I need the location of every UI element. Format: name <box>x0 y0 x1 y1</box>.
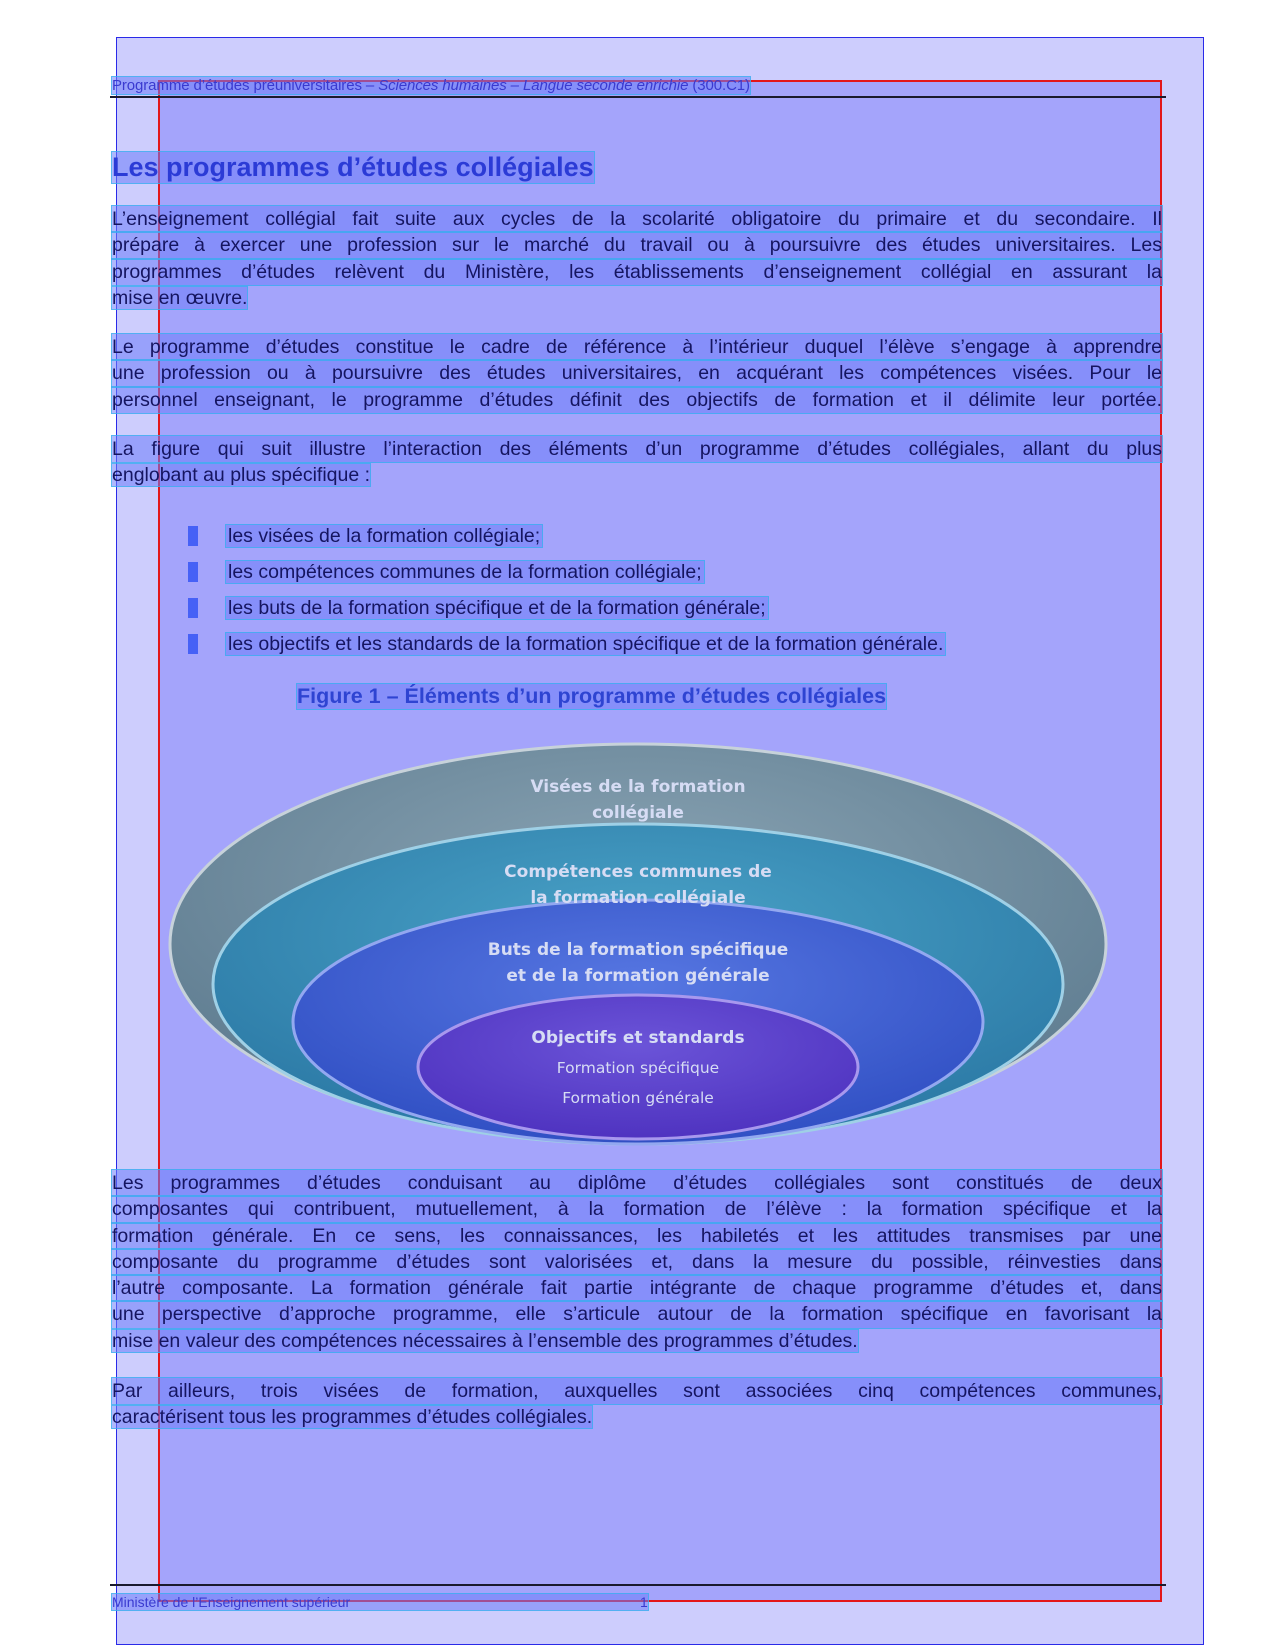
paragraph-line <box>112 462 1162 488</box>
paragraph-line-text: englobant au plus spécifique : <box>112 464 371 487</box>
ring-label-buts <box>168 937 1108 989</box>
paragraph-line: personnel enseignant, le programme d’études définit des objectifs de formation et il délimite leur portée. <box>112 387 1162 413</box>
running-footer <box>112 1594 648 1610</box>
bullet-icon <box>188 598 198 618</box>
paragraph-line: composante du programme d’études sont valorisées et, dans la mesure du possible, réinvesties dans <box>112 1249 1162 1275</box>
page-title: Les programmes d’études collégiales <box>112 152 594 182</box>
paragraph-4 <box>112 1170 1162 1354</box>
paragraph-line-text: mise en œuvre. <box>112 286 248 309</box>
list-item <box>188 560 945 596</box>
paragraph-line: Le programme d’études constitue le cadre de référence à l’intérieur duquel l’élève s’engage à apprendre <box>112 334 1162 360</box>
paragraph-line: prépare à exercer une profession sur le marché du travail ou à poursuivre des études universitaires. Les <box>112 232 1162 258</box>
paragraph-3 <box>112 436 1162 489</box>
ring-label-visees <box>168 774 1108 826</box>
ring-label-line: la formation collégiale <box>530 888 746 908</box>
list-item <box>188 596 945 632</box>
paragraph-1 <box>112 206 1162 311</box>
paragraph-2 <box>112 334 1162 413</box>
bullet-icon <box>188 562 198 582</box>
paragraph-line: une perspective d’approche programme, elle s’articule autour de la formation spécifique en favorisant la <box>112 1301 1162 1327</box>
paragraph-line: une profession ou à poursuivre des études universitaires, en acquérant les compétences visées. Pour le <box>112 360 1162 386</box>
list-item-text: les buts de la formation spécifique et de la formation générale; <box>228 597 766 619</box>
ring-label-line: Buts de la formation spécifique <box>487 940 789 960</box>
header-program-name: Sciences humaines – Langue seconde enrichie <box>378 77 689 94</box>
ring-sublabel-line: Formation générale <box>562 1089 714 1107</box>
bullet-icon <box>188 526 198 546</box>
paragraph-line: composantes qui contribuent, mutuellement, à la formation de l’élève : la formation spécifique et la <box>112 1196 1162 1222</box>
ring-sublabel-objectifs <box>168 1055 1108 1111</box>
paragraph-line: Par ailleurs, trois visées de formation, auxquelles sont associées cinq compétences communes, <box>112 1378 1162 1404</box>
nested-ellipse-diagram <box>168 722 1108 1146</box>
paragraph-5 <box>112 1378 1162 1431</box>
header-program-type: Programme d’études préuniversitaires – <box>112 77 379 94</box>
paragraph-line <box>112 1328 1162 1354</box>
ring-label-line: et de la formation générale <box>506 966 770 986</box>
footer-rule <box>110 1584 1166 1586</box>
ring-sublabel-line: Formation spécifique <box>556 1059 720 1077</box>
ring-label-competences <box>168 859 1108 911</box>
header-rule <box>110 96 1166 98</box>
paragraph-line <box>112 1404 1162 1430</box>
running-header <box>112 77 750 94</box>
paragraph-line: l’autre composante. La formation générale fait partie intégrante de chaque programme d’études et, dans <box>112 1275 1162 1301</box>
paragraph-line: La figure qui suit illustre l’interaction des éléments d’un programme d’études collégiales, allant du plus <box>112 436 1162 462</box>
list-item-text: les compétences communes de la formation collégiale; <box>228 561 702 583</box>
list-item <box>188 524 945 560</box>
footer-text: Ministère de l’Enseignement supérieur <box>112 1594 351 1610</box>
paragraph-line: Les programmes d’études conduisant au diplôme d’études collégiales sont constitués de deux <box>112 1170 1162 1196</box>
list-item-text: les objectifs et les standards de la formation spécifique et de la formation générale. <box>228 633 944 655</box>
paragraph-line <box>112 285 1162 311</box>
paragraph-line-text: caractérisent tous les programmes d’études collégiales. <box>112 1406 593 1429</box>
figure-caption: Figure 1 – Éléments d’un programme d’études collégiales <box>297 684 887 708</box>
paragraph-line: formation générale. En ce sens, les connaissances, les habiletés et les attitudes transmises par une <box>112 1223 1162 1249</box>
ring-label-line: collégiale <box>592 803 684 823</box>
paragraph-line-text: mise en valeur des compétences nécessaires à l’ensemble des programmes d’études. <box>112 1329 858 1352</box>
element-list <box>188 524 945 668</box>
bullet-icon <box>188 634 198 654</box>
list-item-text: les visées de la formation collégiale; <box>228 525 541 547</box>
list-item <box>188 632 945 668</box>
page-number: 1 <box>640 1594 648 1610</box>
header-program-code: (300.C1) <box>688 77 750 94</box>
ring-label-objectifs <box>168 1025 1108 1051</box>
ring-label-line: Objectifs et standards <box>531 1028 745 1048</box>
paragraph-line: L’enseignement collégial fait suite aux cycles de la scolarité obligatoire du primaire et du secondaire. Il <box>112 206 1162 232</box>
ring-label-line: Visées de la formation <box>530 777 746 797</box>
ring-label-line: Compétences communes de <box>504 862 772 882</box>
paragraph-line: programmes d’études relèvent du Ministère, les établissements d’enseignement collégial en assurant la <box>112 259 1162 285</box>
